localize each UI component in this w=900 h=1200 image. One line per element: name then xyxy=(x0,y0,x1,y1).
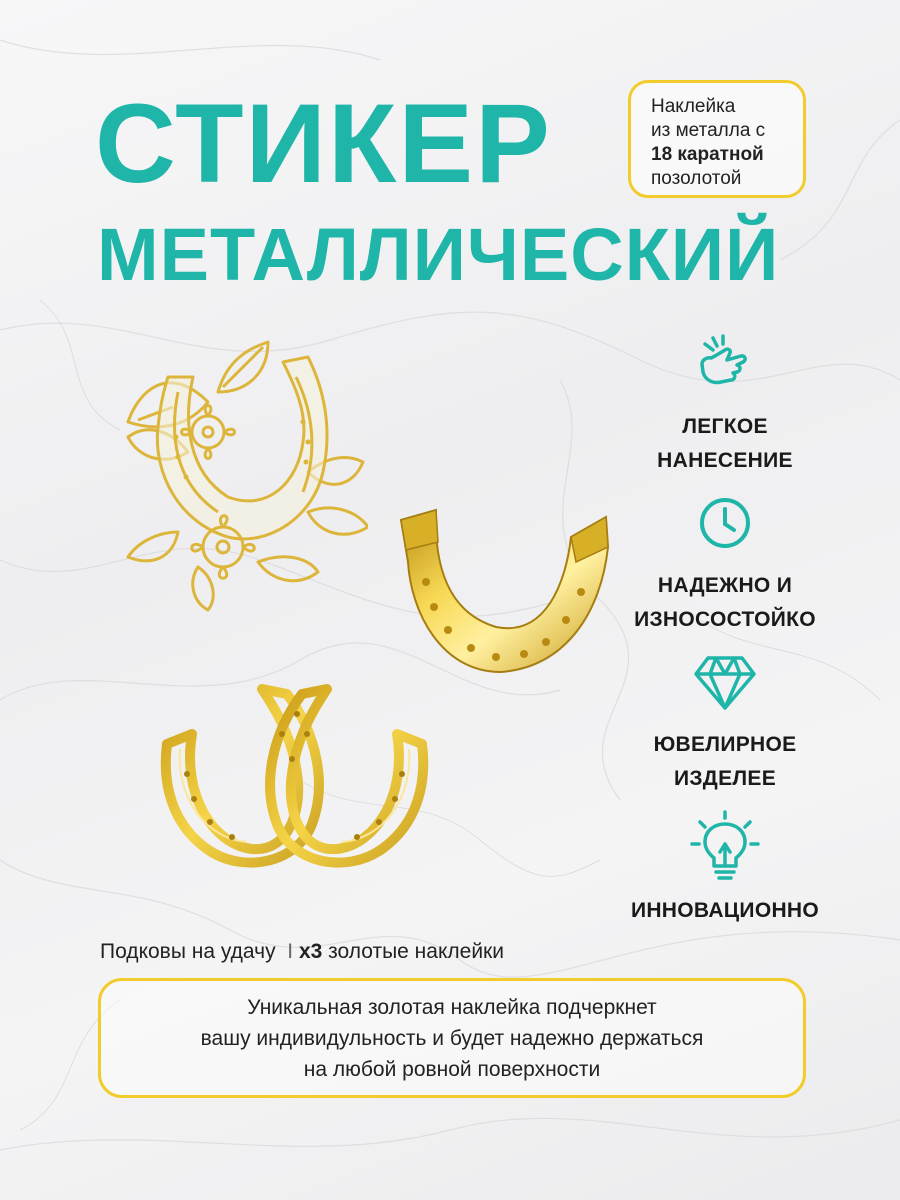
product-caption xyxy=(100,940,504,964)
feature-easy-apply xyxy=(610,330,840,478)
page-subtitle: МЕТАЛЛИЧЕСКИЙ xyxy=(97,213,780,296)
caption-separator: I xyxy=(287,940,294,963)
feature-durable xyxy=(610,493,840,637)
feature-label: ИЗДЕЛЕЕ xyxy=(673,767,777,790)
description-line: на любой ровной поверхности xyxy=(303,1057,601,1081)
description-box xyxy=(98,978,806,1098)
description-line: Уникальная золотая наклейка подчеркнет xyxy=(247,995,657,1019)
note-carat: 18 каратной xyxy=(651,144,764,165)
clock-icon xyxy=(695,493,755,553)
hand-tap-icon xyxy=(693,330,757,394)
solid-horseshoe-sticker xyxy=(396,502,614,682)
feature-innovative xyxy=(610,808,840,928)
filigree-horseshoe-sticker xyxy=(118,332,368,614)
feature-label: ЮВЕЛИРНОЕ xyxy=(653,733,797,756)
note-line: Наклейка xyxy=(651,96,736,117)
feature-label: НАНЕСЕНИЕ xyxy=(657,449,793,472)
feature-label: НАДЕЖНО И xyxy=(657,574,793,597)
description-line: вашу индивидульность и будет надежно держаться xyxy=(200,1026,704,1050)
feature-label: ЛЕГКОЕ xyxy=(682,415,768,438)
caption-text: Подковы на удачу xyxy=(100,940,276,963)
note-line: позолотой xyxy=(651,168,742,189)
double-horseshoe-sticker xyxy=(152,674,432,884)
page-title: СТИКЕР xyxy=(95,81,552,206)
feature-label: ИННОВАЦИОННО xyxy=(630,899,820,922)
feature-label: ИЗНОСОСТОЙКО xyxy=(634,608,816,631)
note-line: из металла с xyxy=(651,120,766,141)
lightbulb-icon xyxy=(690,808,760,884)
feature-jewelry xyxy=(610,652,840,796)
caption-count: x3 xyxy=(298,940,323,963)
material-note xyxy=(628,80,806,198)
caption-rest: золотые наклейки xyxy=(328,940,504,963)
diamond-icon xyxy=(692,652,758,712)
